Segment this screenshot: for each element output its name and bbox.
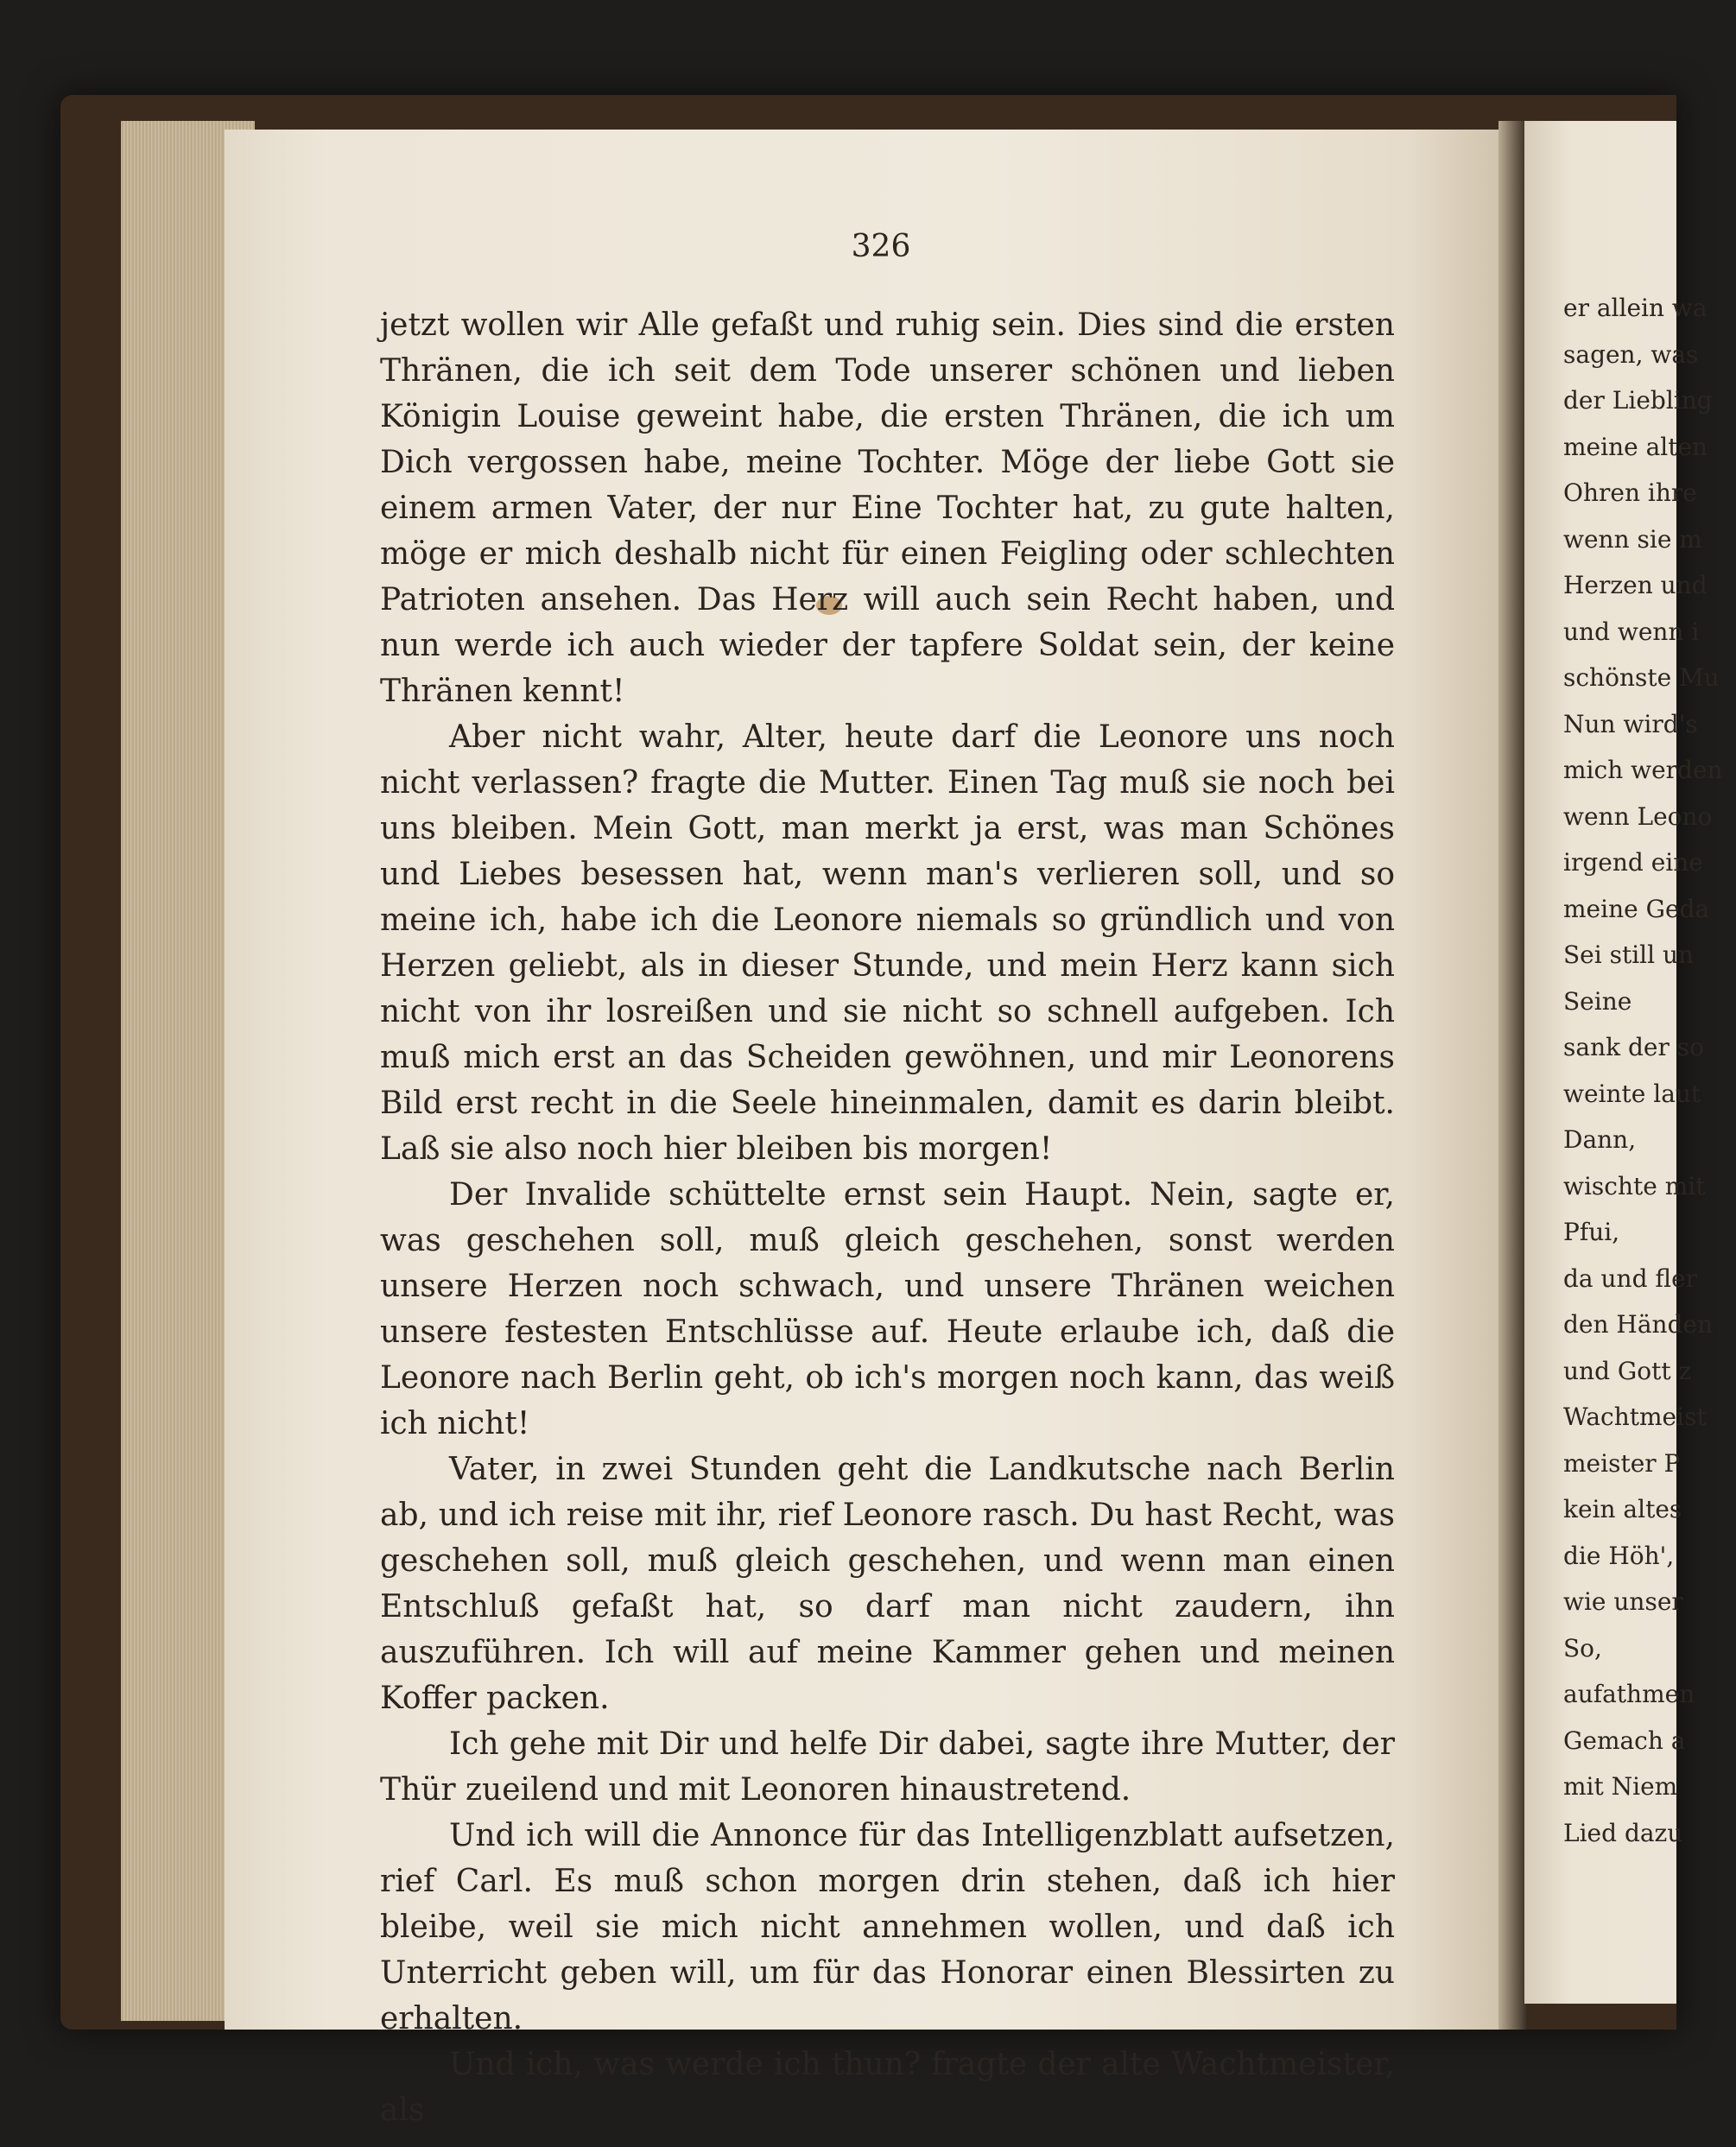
facing-page-line: wischte mit [1563,1171,1706,1200]
facing-page-line: aufathmen [1563,1680,1695,1708]
facing-page-line: Dann, [1563,1125,1637,1154]
facing-page-line: wie unser [1563,1587,1683,1616]
page-number: 326 [851,229,911,264]
facing-page-text [1563,285,1736,1856]
facing-page-line: Seine [1563,986,1632,1016]
facing-page-line: irgend eine [1563,848,1703,877]
facing-page-line: mit Niem [1563,1772,1678,1801]
book-gutter [1498,121,1526,2030]
paragraph: Und ich, was werde ich thun? fragte der alte Wachtmeister, als [380,2047,1395,2128]
paragraph: Aber nicht wahr, Alter, heute darf die Leonore uns noch nicht verlassen? fragte die Mutter. Einen Tag muß sie noch bei uns bleiben. Mein Gott, man merkt ja erst, was man Schönes und Liebes besessen hat, wenn man's verlieren soll, und so meine ich, habe ich die Leonore niemals so gründlich und von Herzen geliebt, als in dieser Stunde, und mein Herz kann sich nicht von ihr losreißen und sie nicht so schnell aufgeben. Ich muß mich erst an das Scheiden gewöhnen, und mir Leonorens Bild erst recht in die Seele hineinmalen, damit es darin bleibt. Laß sie also noch hier bleiben bis morgen! [380,719,1395,1167]
facing-page-line: Ohren ihre [1563,478,1697,507]
facing-page-line: meine Geda [1563,894,1710,923]
paragraph: Vater, in zwei Stunden geht die Landkutsche nach Berlin ab, und ich reise mit ihr, rief Leonore rasch. Du hast Recht, was geschehen soll, muß gleich geschehen, und wenn man einen Entschluß gefaßt hat, so darf man nicht zaudern, ihn auszuführen. Ich will auf meine Kammer gehen und meinen Koffer packen. [380,1452,1395,1716]
facing-page-line: sagen, was [1563,339,1699,369]
facing-page-line: So, [1563,1633,1602,1662]
facing-page-line: da und fler [1563,1264,1698,1293]
facing-page-line: mich werden [1563,756,1723,784]
facing-page-line: Pfui, [1563,1218,1620,1246]
facing-page-line: Herzen und [1563,571,1707,599]
facing-page-line: er allein wa [1563,294,1707,322]
page-text [380,302,1395,2133]
facing-page-line: schönste Mu [1563,663,1720,692]
facing-page-line: weinte laut [1563,1079,1701,1108]
facing-page-line: Gemach a [1563,1726,1686,1755]
facing-page-line: Nun wird's [1563,709,1698,738]
facing-page-line: die Höh', [1563,1541,1675,1570]
paragraph: jetzt wollen wir Alle gefaßt und ruhig sein. Dies sind die ersten Thränen, die ich seit dem Tode unserer schönen und lieben Königin Louise geweint habe, die ersten Thränen, die ich um Dich vergossen habe, meine Tochter. Möge der liebe Gott sie einem armen Vater, der nur Eine Tochter hat, zu gute halten, möge er mich deshalb nicht für einen Feigling oder schlechten Patrioten ansehen. Das Herz will auch sein Recht haben, und nun werde ich auch wieder der tapfere Soldat sein, der keine Thränen kennt! [380,307,1395,709]
facing-page-line: den Händen [1563,1310,1714,1339]
facing-page-line: wenn sie m [1563,524,1702,554]
paragraph: Der Invalide schüttelte ernst sein Haupt. Nein, sagte er, was geschehen soll, muß gleich geschehen, sonst werden unsere Herzen noch schwach, und unsere Thränen weichen unsere festesten Entschlüsse auf. Heute erlaube ich, daß die Leonore nach Berlin geht, ob ich's morgen noch kann, das weiß ich nicht! [380,1177,1395,1441]
facing-page-line: sank der so [1563,1033,1704,1061]
facing-page-line: der Liebling [1563,386,1713,415]
paragraph: Ich gehe mit Dir und helfe Dir dabei, sagte ihre Mutter, der Thür zueilend und mit Leonoren hinaustretend. [380,1726,1395,1808]
facing-page-line: meine alten [1563,432,1708,461]
paragraph: Und ich will die Annonce für das Intelligenzblatt aufsetzen, rief Carl. Es muß schon morgen drin stehen, daß ich hier bleibe, weil sie mich nicht annehmen wollen, und daß ich Unterricht geben will, um für das Honorar einen Blessirten zu erhalten. [380,1818,1395,2036]
facing-page-line: kein altes [1563,1495,1682,1523]
facing-page-line: wenn Leono [1563,801,1713,831]
facing-page-line: Lied dazu [1563,1818,1683,1847]
facing-page-line: meister P [1563,1448,1681,1478]
facing-page-line: Wachtmeist [1563,1403,1707,1431]
facing-page-line: und wenn i [1563,617,1700,646]
facing-page-line: und Gott z [1563,1356,1692,1385]
facing-page-line: Sei still un [1563,940,1695,969]
